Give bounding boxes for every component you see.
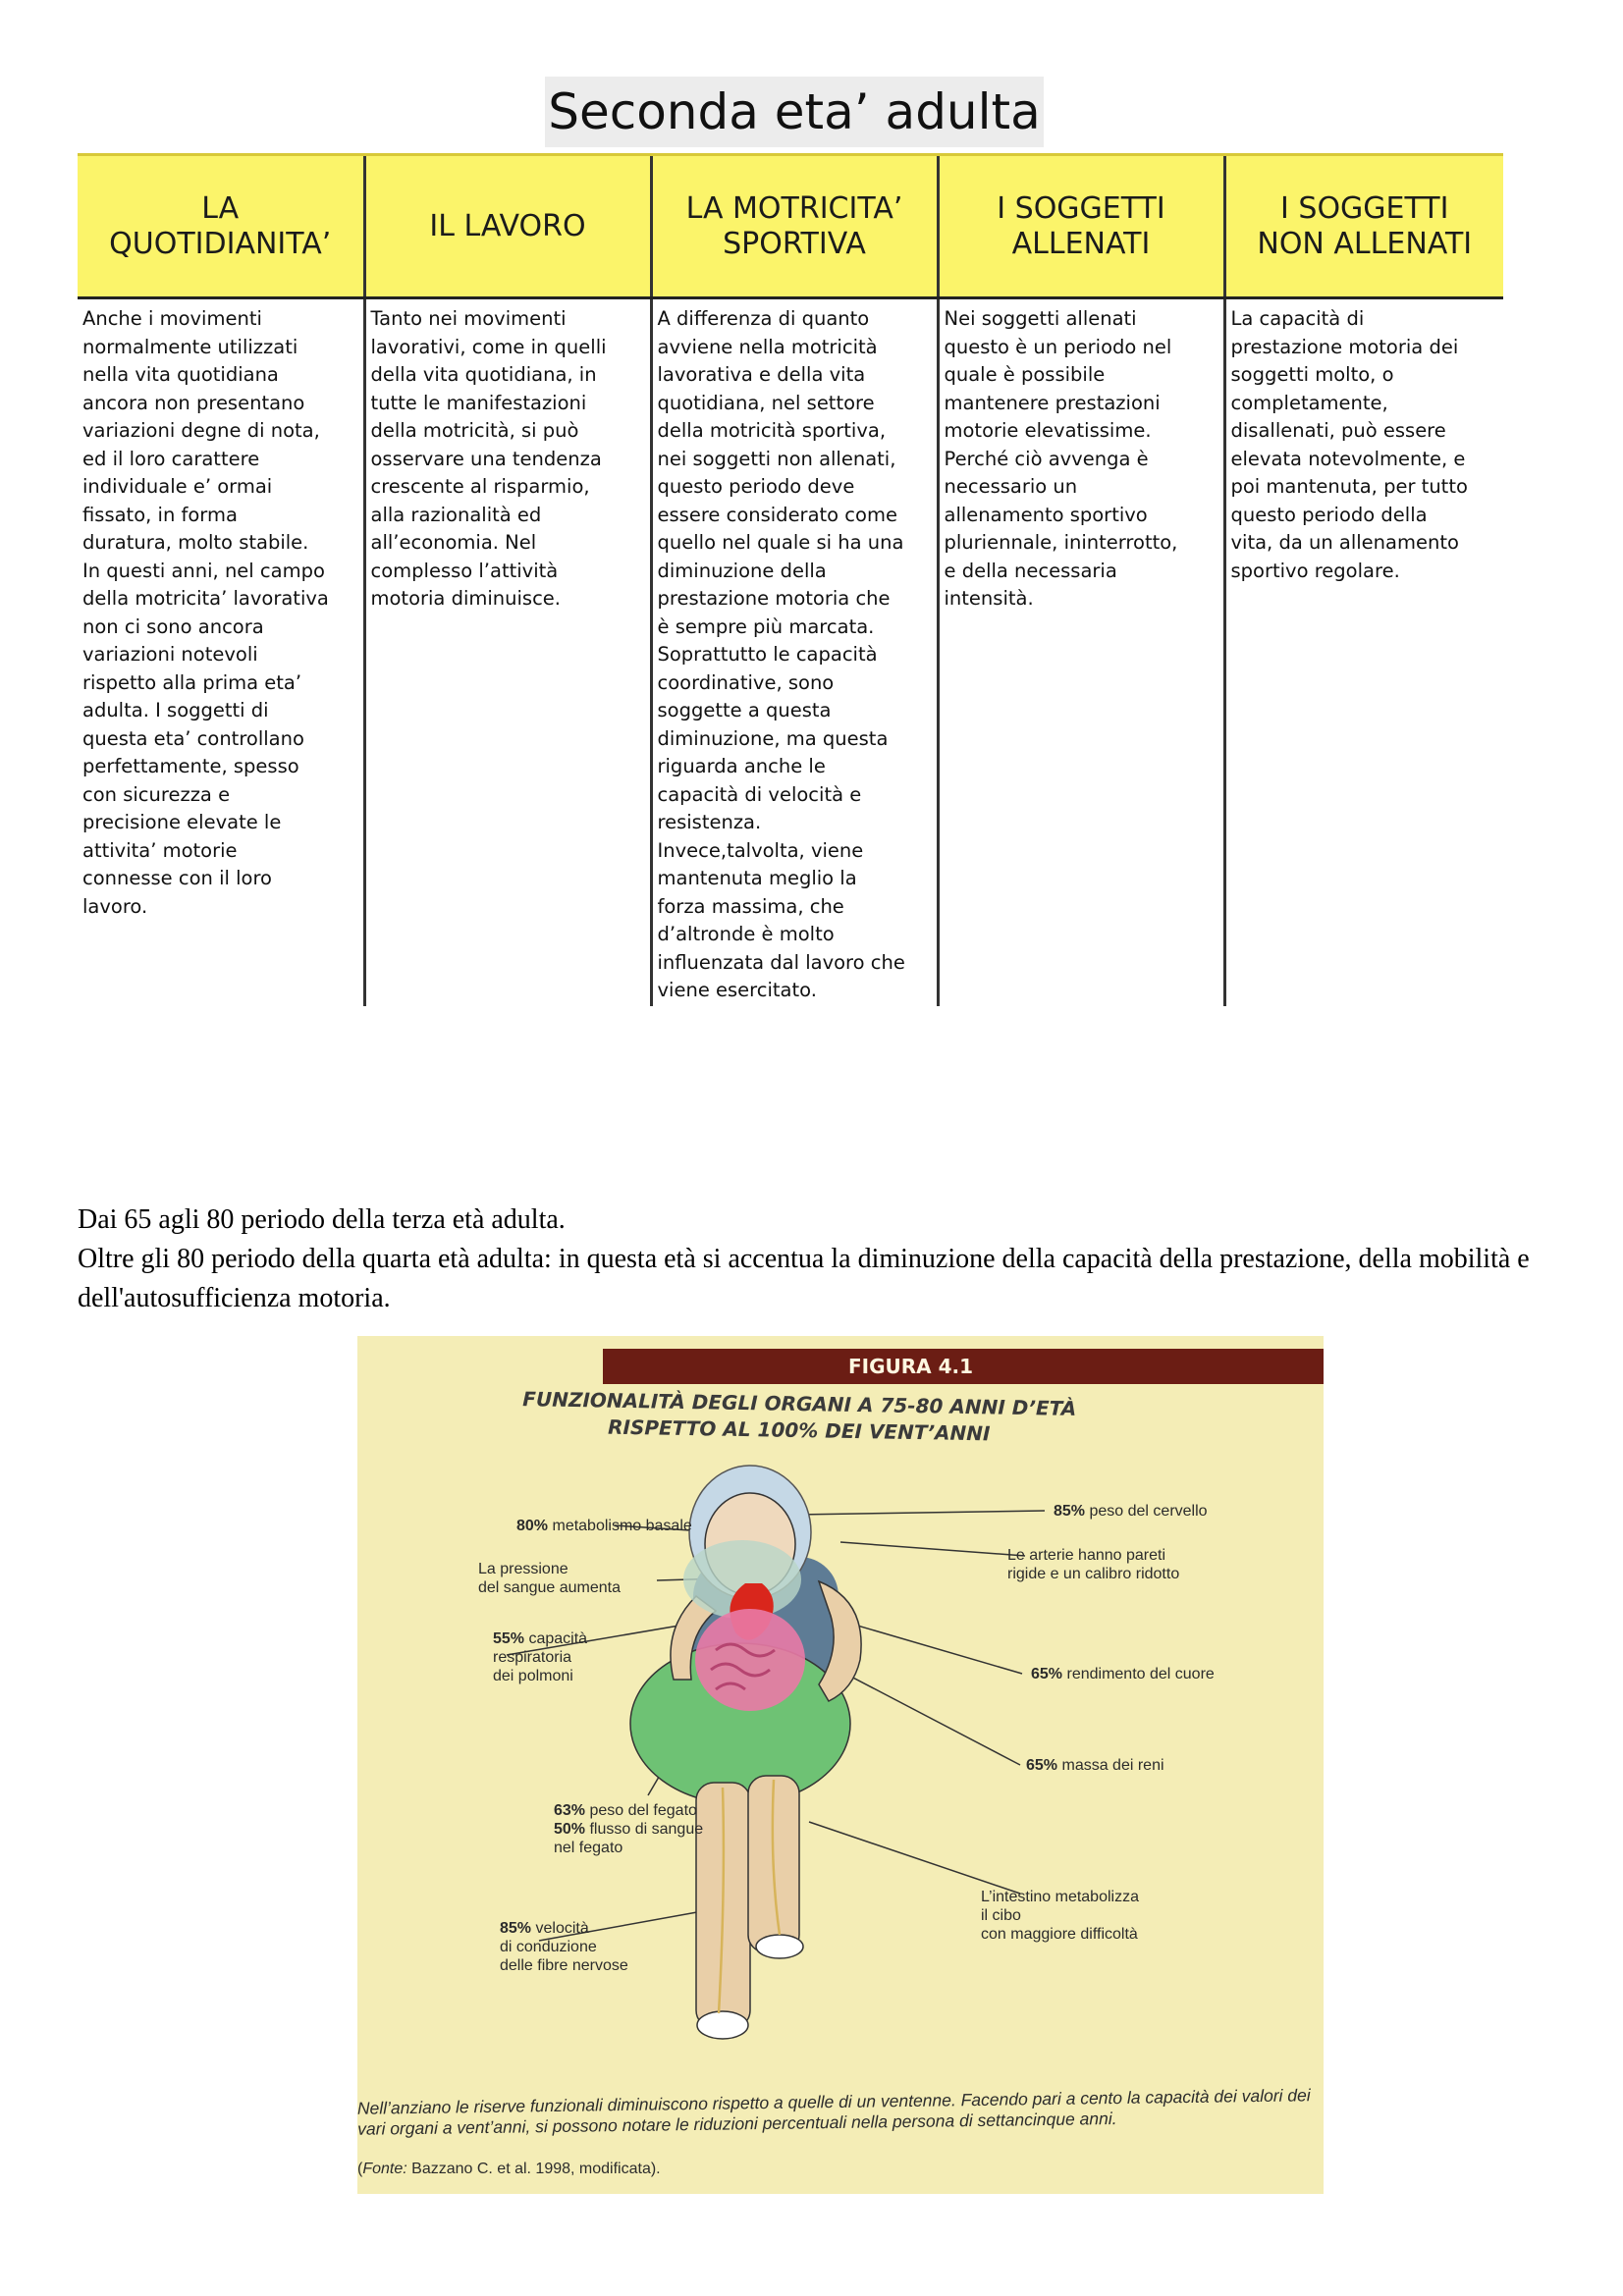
paragraph-quarta-eta: Oltre gli 80 periodo della quarta età adulta: in questa età si accentua la diminuzione della capacità della prestazione, della mobilità e dell'autosufficienza motoria. [78, 1244, 1530, 1313]
label-pct: 63% [554, 1802, 586, 1819]
table-row [78, 298, 1503, 1007]
label-text: peso del fegato [589, 1802, 697, 1819]
label-text: flusso di sangue nel fegato [554, 1821, 704, 1856]
label-text: massa dei reni [1061, 1757, 1164, 1774]
label-text: capacità respiratoria dei polmoni [493, 1630, 588, 1684]
label-pressure: La pressione del sangue aumenta [478, 1561, 621, 1596]
label-nerves [500, 1919, 628, 1975]
label-liver-weight [554, 1801, 697, 1820]
source-text: Bazzano C. et al. 1998, modificata). [411, 2161, 661, 2177]
page-title: Seconda eta’ adulta [545, 77, 1044, 147]
label-pct: 85% [1054, 1503, 1086, 1520]
header-label: IL LAVORO [429, 208, 586, 243]
header-label: I SOGGETTI ALLENATI [997, 190, 1165, 261]
label-lungs [493, 1629, 587, 1685]
figure-title: FUNZIONALITÀ DEGLI ORGANI A 75-80 ANNI D’ETÀ RISPETTO AL 100% DEI VENT’ANNI [522, 1387, 1077, 1446]
paragraph-terza-eta: Dai 65 agli 80 periodo della terza età adulta. [78, 1204, 566, 1235]
label-metabolism [516, 1517, 692, 1535]
figure-caption: Nell’anziano le riserve funzionali diminuiscono rispetto a quelle di un ventenne. Facendo pari a cento la capacità dei valori dei vari organi a vent’anni, si possono notare le riduzioni percentuali nella persona di settancinque anni. [357, 2085, 1311, 2139]
label-pct: 80% [516, 1518, 549, 1534]
figure-body [630, 1466, 861, 2039]
label-brain [1054, 1502, 1208, 1521]
header-label: LA QUOTIDIANITA’ [109, 190, 332, 261]
cell-soggetti-allenati: Nei soggetti allenati questo è un periodo nel quale è possibile mantenere prestazioni motorie elevatissime. Perché ciò avvenga è necessario un allenamento sportivo pluriennale, ininterrotto, e della necessaria intensità. [938, 298, 1224, 1007]
label-pct: 55% [493, 1630, 525, 1647]
label-text: rendimento del cuore [1066, 1666, 1215, 1682]
runner-illustration [357, 1336, 1324, 2194]
age-table [78, 153, 1503, 1006]
label-text: velocità di conduzione delle fibre nervose [500, 1920, 628, 1974]
cell-lavoro: Tanto nei movimenti lavorativi, come in quelli della vita quotidiana, in tutte le manifestazioni della motricità, si può osservare una tendenza crescente al risparmio, alla razionalità ed all’economia. Nel complesso l’attività motoria diminuisce. [364, 298, 651, 1007]
label-pct: 65% [1031, 1666, 1063, 1682]
cell-soggetti-non-allenati: La capacità di prestazione motoria dei soggetti molto, o completamente, disallenati, può essere elevata notevolmente, e poi mantenuta, per tutto questo periodo della vita, da un allenamento sportivo regolare. [1224, 298, 1503, 1007]
organ-function-figure [357, 1336, 1324, 2194]
label-pct: 65% [1026, 1757, 1058, 1774]
figure-number: FIGURA 4.1 [848, 1355, 974, 1378]
label-heart [1031, 1665, 1215, 1683]
label-pct: 85% [500, 1920, 532, 1937]
label-arteries: Le arterie hanno pareti rigide e un calibro ridotto [1007, 1547, 1180, 1582]
label-intestine: L’intestino metabolizza il cibo con maggiore difficoltà [981, 1889, 1139, 1943]
header-soggetti-allenati [938, 155, 1224, 298]
header-label: I SOGGETTI NON ALLENATI [1257, 190, 1473, 261]
header-label: LA MOTRICITA’ SPORTIVA [685, 190, 903, 261]
cell-quotidianita: Anche i movimenti normalmente utilizzati nella vita quotidiana ancora non presentano variazioni degne di nota, ed il loro carattere individuale e’ ormai fissato, in forma duratura, molto stabile. In questi anni, nel campo della motricita’ lavorativa non ci sono ancora variazioni notevoli rispetto alla prima eta’ adulta. I soggetti di questa eta’ controllano perfettamente, spesso con sicurezza e precisione elevate le attivita’ motorie connesse con il loro lavoro. [82, 307, 329, 918]
label-kidneys [1026, 1756, 1164, 1775]
table-header-row [78, 155, 1503, 298]
cell-motricita-sportiva: A differenza di quanto avviene nella motricità lavorativa e della vita quotidiana, nel settore della motricità sportiva, nei soggetti non allenati, questo periodo deve essere considerato come quello nel quale si ha una diminuzione della prestazione motoria che è sempre più marcata. Soprattutto le capacità coordinative, sono soggette a questa diminuzione, ma questa riguarda anche le capacità di velocità e resistenza. Invece,talvolta, viene mantenuta meglio la forza massima, che d’altronde è molto influenzata dal lavoro che viene esercitato. [651, 298, 938, 1007]
label-pct: 50% [554, 1821, 586, 1838]
source-label: Fonte: [362, 2161, 407, 2177]
figure-source: (Fonte: Bazzano C. et al. 1998, modificata). [357, 2161, 661, 2177]
header-motricita-sportiva [651, 155, 938, 298]
header-lavoro [364, 155, 651, 298]
label-text: metabolismo basale [552, 1518, 692, 1534]
header-quotidianita [78, 155, 364, 298]
label-liver-flow [554, 1820, 703, 1857]
header-soggetti-non-allenati [1224, 155, 1503, 298]
label-text: peso del cervello [1089, 1503, 1208, 1520]
